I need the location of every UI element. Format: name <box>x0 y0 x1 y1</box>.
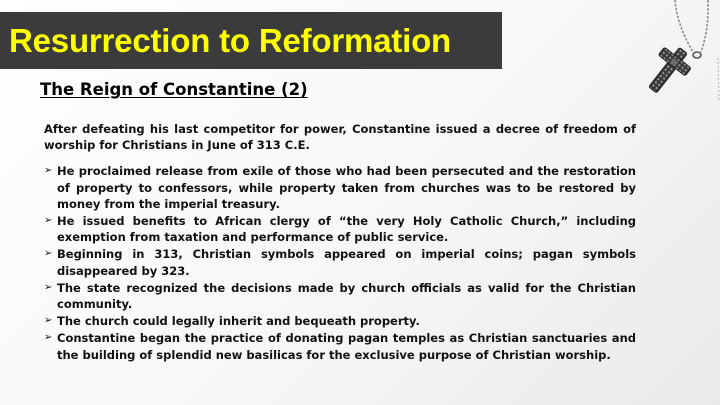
arrow-bullet-icon: ➢ <box>44 332 53 344</box>
list-item <box>44 313 636 329</box>
arrow-bullet-icon: ➢ <box>44 315 53 327</box>
bullet-text: The church could legally inherit and bequeath property. <box>57 314 420 329</box>
bullet-text: Constantine began the practice of donating pagan temples as Christian sanctuaries and the building of splendid new basilicas for the exclusive purpose of Christian worship. <box>57 331 636 362</box>
arrow-bullet-icon: ➢ <box>44 165 53 177</box>
arrow-bullet-icon: ➢ <box>44 248 53 260</box>
list-item <box>44 330 636 362</box>
list-item <box>44 280 636 312</box>
bullet-text: Beginning in 313, Christian symbols appeared on imperial coins; pagan symbols disappeared by 323. <box>57 247 636 278</box>
arrow-bullet-icon: ➢ <box>44 215 53 227</box>
slide-subtitle: The Reign of Constantine (2) <box>40 80 308 99</box>
intro-paragraph: After defeating his last competitor for power, Constantine issued a decree of freedom of worship for Christians in June of 313 C.E. <box>44 122 636 153</box>
cross-pendant-icon <box>605 0 720 100</box>
arrow-bullet-icon: ➢ <box>44 281 53 293</box>
list-item <box>44 163 636 212</box>
bullet-text: He issued benefits to African clergy of “the very Holy Catholic Church,” including exemption from taxation and performance of public service. <box>57 214 636 245</box>
list-item <box>44 246 636 278</box>
slide-title: Resurrection to Reformation <box>9 21 451 59</box>
bullet-text: The state recognized the decisions made by church officials as valid for the Christian community. <box>57 280 636 312</box>
slide-content <box>44 121 636 364</box>
list-item <box>44 213 636 245</box>
bullet-list <box>44 163 636 362</box>
title-bar <box>0 12 502 69</box>
bullet-text: He proclaimed release from exile of those who had been persecuted and the restoration of property to confessors, while property taken from churches was to be restored by money from the imperial treasury. <box>57 164 636 211</box>
